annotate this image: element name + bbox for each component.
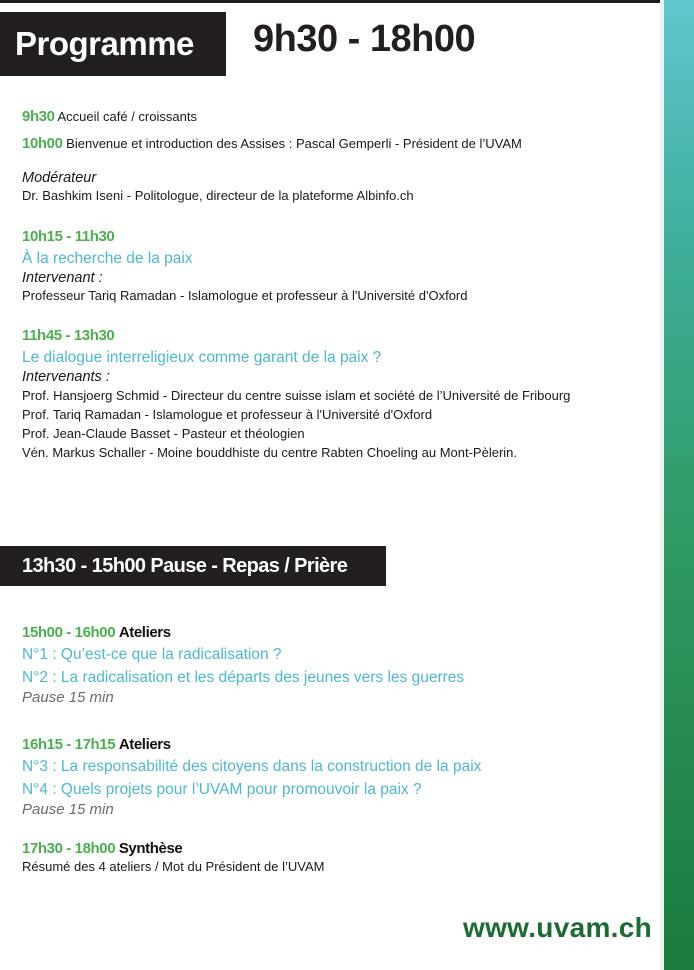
- workshop-item: N°1 : Qu’est-ce que la radicalisation ?: [22, 646, 282, 663]
- top-border: [0, 0, 694, 3]
- agenda-item: [22, 135, 662, 153]
- synthesis-time: 17h30 - 18h00: [22, 840, 116, 857]
- decorative-gradient-strip: [664, 0, 694, 970]
- agenda-time: 9h30: [22, 108, 55, 125]
- speaker: Prof. Jean-Claude Basset - Pasteur et théologien: [22, 426, 305, 441]
- programme-hours: 9h30 - 18h00: [253, 18, 476, 60]
- agenda-item: [22, 108, 662, 126]
- workshop-item: N°3 : La responsabilité des citoyens dans la construction de la paix: [22, 758, 482, 775]
- agenda-time: 10h00: [22, 135, 63, 152]
- speakers-label: Intervenants :: [22, 369, 110, 385]
- workshop-time: 16h15 - 17h15: [22, 736, 116, 753]
- speakers-label: Intervenant :: [22, 270, 103, 286]
- workshop-item: N°4 : Quels projets pour l’UVAM pour promouvoir la paix ?: [22, 781, 422, 798]
- workshop-label: Ateliers: [118, 624, 171, 641]
- moderator-label: Modérateur: [22, 170, 97, 186]
- session-title: À la recherche de la paix: [22, 250, 193, 267]
- speaker: Vén. Markus Schaller - Moine bouddhiste du centre Rabten Choeling au Mont-Pèlerin.: [22, 445, 517, 460]
- afternoon-content: [22, 624, 662, 876]
- pause-note: Pause 15 min: [22, 801, 114, 818]
- synthesis-label: Synthèse: [118, 840, 183, 857]
- speaker: Prof. Hansjoerg Schmid - Directeur du centre suisse islam et société de l’Université de Fribourg: [22, 388, 571, 403]
- synthesis-text: Résumé des 4 ateliers / Mot du Président de l’UVAM: [22, 859, 325, 874]
- website-link[interactable]: www.uvam.ch: [463, 912, 652, 943]
- moderator-name: Dr. Bashkim Iseni - Politologue, directeur de la plateforme Albinfo.ch: [22, 188, 414, 203]
- programme-content: [22, 108, 662, 462]
- agenda-text: Accueil café / croissants: [57, 109, 197, 124]
- session-time: 11h45 - 13h30: [22, 327, 115, 344]
- session-title: Le dialogue interreligieux comme garant de la paix ?: [22, 349, 382, 366]
- workshop-header: [22, 736, 662, 754]
- synthesis-header: [22, 840, 662, 858]
- workshop-header: [22, 624, 662, 642]
- speaker: Professeur Tariq Ramadan - Islamologue et professeur à l'Université d'Oxford: [22, 288, 468, 303]
- programme-title: Programme: [0, 12, 226, 76]
- agenda-text: Bienvenue et introduction des Assises : Pascal Gemperli - Président de l’UVAM: [66, 136, 522, 151]
- pause-note: Pause 15 min: [22, 689, 114, 706]
- speaker: Prof. Tariq Ramadan - Islamologue et professeur à l'Université d'Oxford: [22, 407, 433, 422]
- workshop-label: Ateliers: [118, 736, 171, 753]
- workshop-time: 15h00 - 16h00: [22, 624, 116, 641]
- session-time: 10h15 - 11h30: [22, 228, 115, 245]
- workshop-item: N°2 : La radicalisation et les départs des jeunes vers les guerres: [22, 669, 465, 686]
- pause-banner: 13h30 - 15h00 Pause - Repas / Prière: [0, 546, 386, 586]
